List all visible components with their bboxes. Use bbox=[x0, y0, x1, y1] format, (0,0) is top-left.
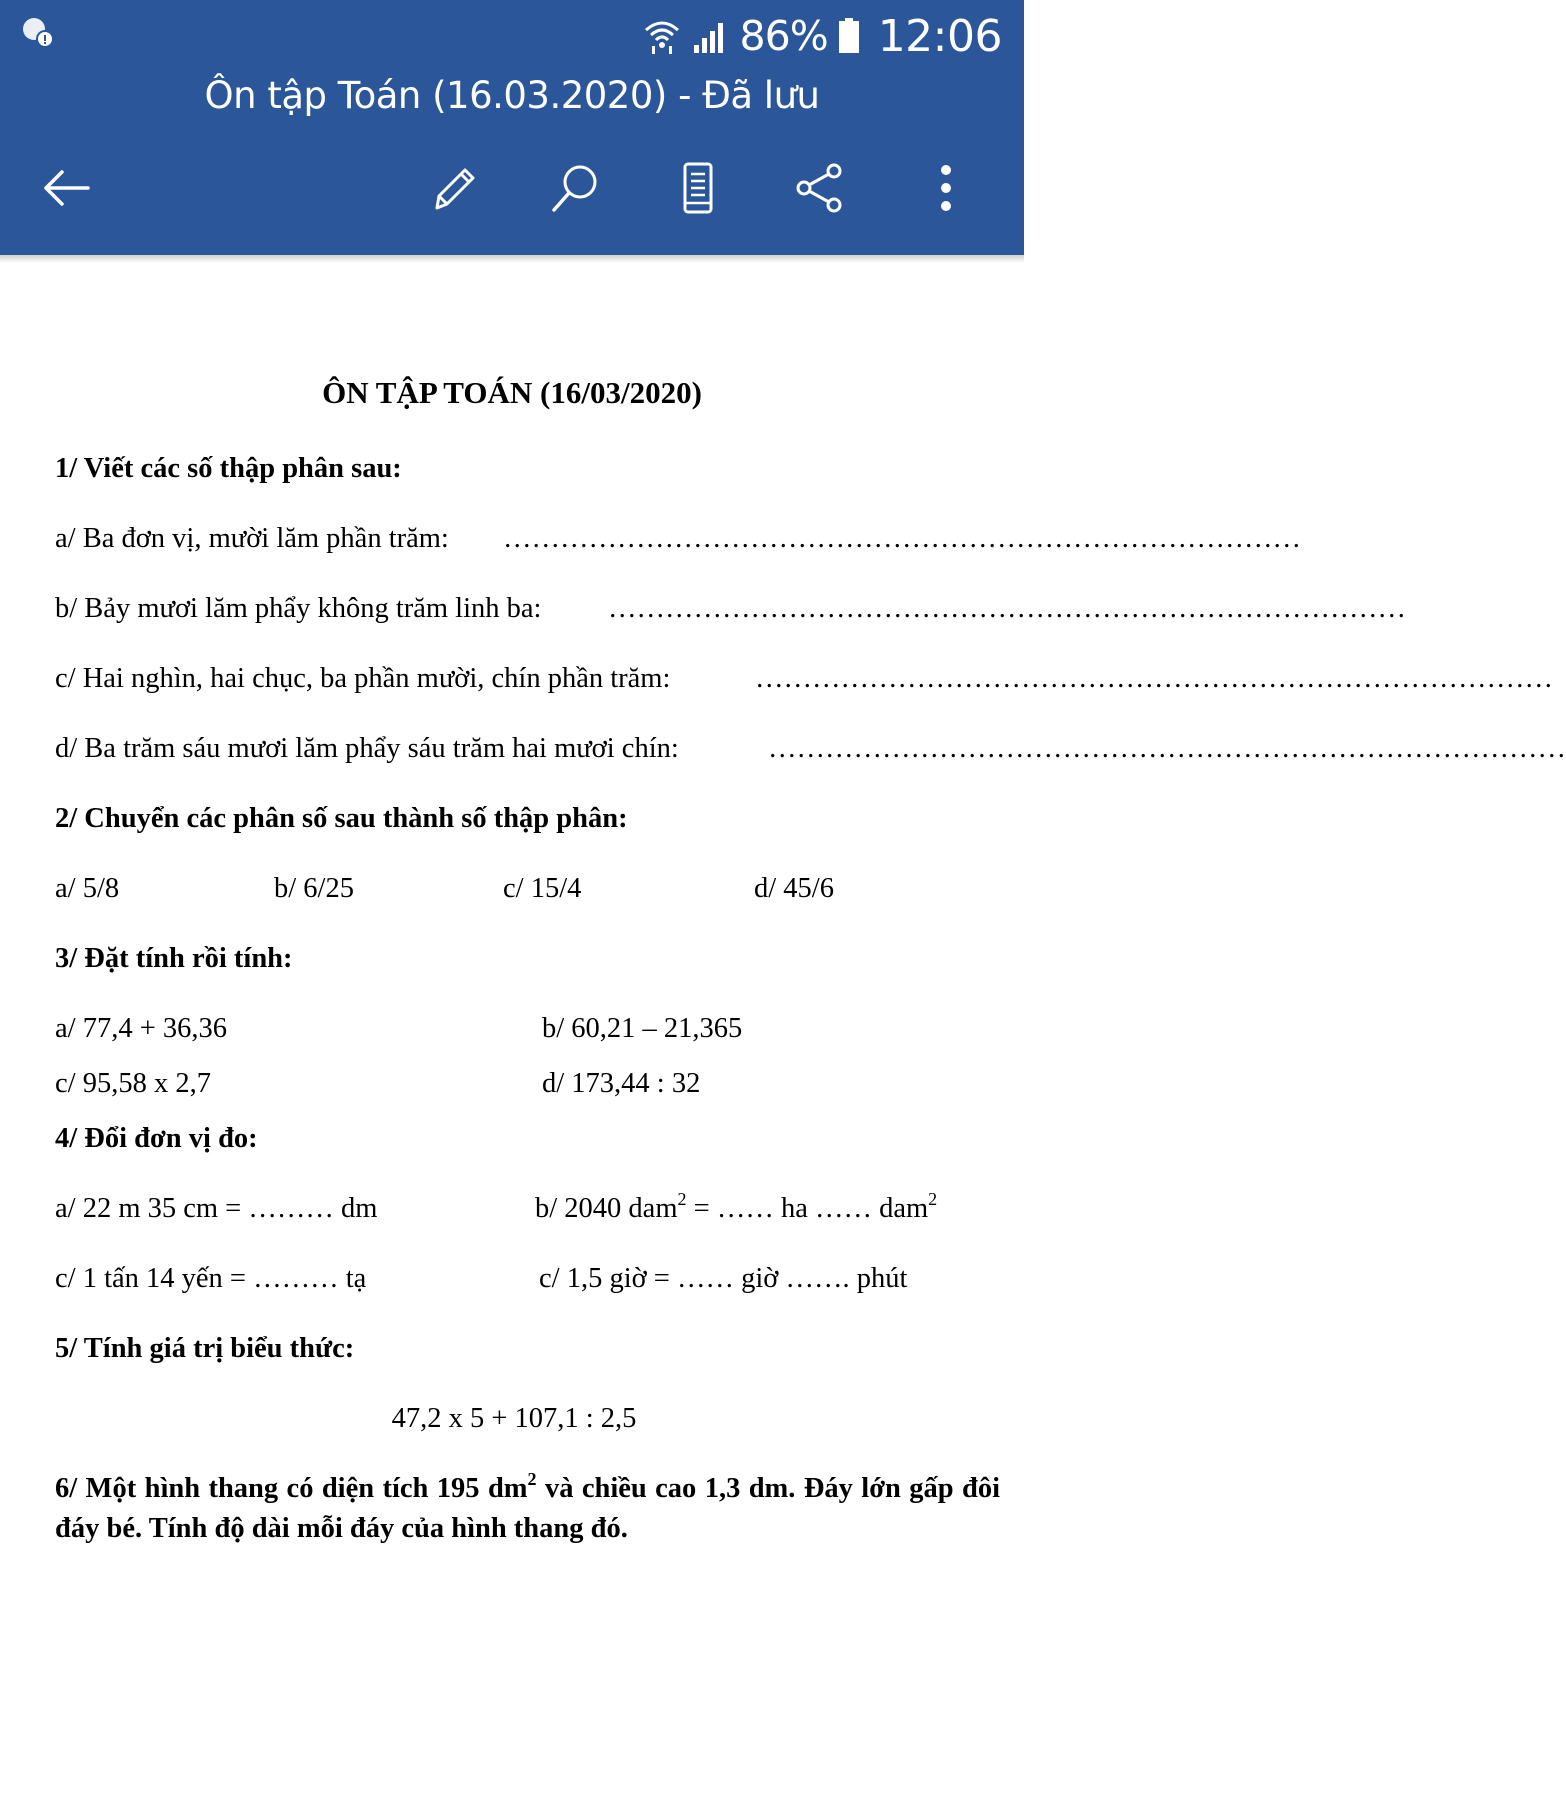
mobile-view-button[interactable] bbox=[660, 150, 736, 226]
more-options-button[interactable] bbox=[908, 150, 984, 226]
section-6-problem bbox=[55, 1469, 1000, 1549]
answer-blank: ………………………………………………………………………… bbox=[503, 523, 1301, 554]
back-button[interactable] bbox=[28, 150, 104, 226]
status-bar bbox=[0, 0, 1024, 70]
s4-item-c1: c/ 1 tấn 14 yến = ……… tạ bbox=[55, 1263, 367, 1294]
answer-blank: ………………………………………………………………………… bbox=[755, 663, 1553, 694]
edit-button[interactable] bbox=[415, 150, 491, 226]
superscript: 2 bbox=[527, 1469, 537, 1489]
edit-pencil-icon bbox=[423, 158, 483, 218]
s2-item-b: b/ 6/25 bbox=[274, 873, 354, 904]
clock: 12:06 bbox=[877, 10, 1002, 62]
answer-blank: ………………………………………………………………………… bbox=[768, 733, 1566, 764]
s1-item-c: c/ Hai nghìn, hai chục, ba phần mười, chín phần trăm: bbox=[55, 663, 671, 694]
search-icon bbox=[546, 158, 606, 218]
share-icon bbox=[790, 158, 850, 218]
superscript: 2 bbox=[928, 1189, 938, 1209]
s3-item-a: a/ 77,4 + 36,36 bbox=[55, 1013, 228, 1044]
battery-percent: 86% bbox=[739, 12, 828, 60]
s4-item-a: a/ 22 m 35 cm = ……… dm bbox=[55, 1193, 378, 1224]
answer-blank: ………………………………………………………………………… bbox=[608, 593, 1406, 624]
status-right bbox=[642, 8, 1002, 64]
s5-expression: 47,2 x 5 + 107,1 : 2,5 bbox=[391, 1403, 637, 1434]
s3-item-b: b/ 60,21 – 21,365 bbox=[542, 1013, 743, 1044]
section-5-title: 5/ Tính giá trị biểu thức: bbox=[55, 1333, 355, 1364]
s2-item-d: d/ 45/6 bbox=[754, 873, 834, 904]
s6-part: và chiều cao 1,3 dm. Đáy lớn gấp đôi đáy bé. Tính độ dài mỗi đáy của hình thang đó. bbox=[55, 1473, 1000, 1544]
mobile-view-icon bbox=[668, 158, 728, 218]
s4-b-part: = …… ha …… dam bbox=[686, 1193, 929, 1224]
s4-b-part: b/ 2040 dam bbox=[535, 1193, 678, 1224]
share-button[interactable] bbox=[782, 150, 858, 226]
toolbar bbox=[0, 150, 1024, 226]
back-arrow-icon bbox=[36, 158, 96, 218]
section-4-title: 4/ Đổi đơn vị đo: bbox=[55, 1123, 258, 1154]
document-heading: ÔN TẬP TOÁN (16/03/2020) bbox=[322, 375, 702, 410]
s6-part: 6/ Một hình thang có diện tích 195 dm bbox=[55, 1473, 528, 1504]
section-3-title: 3/ Đặt tính rồi tính: bbox=[55, 943, 293, 974]
s1-item-d: d/ Ba trăm sáu mươi lăm phẩy sáu trăm hai mươi chín: bbox=[55, 733, 679, 764]
more-vertical-icon bbox=[916, 158, 976, 218]
s3-item-d: d/ 173,44 : 32 bbox=[542, 1068, 701, 1099]
app-bar bbox=[0, 0, 1024, 255]
notification-icon bbox=[20, 14, 56, 50]
s4-item-b bbox=[535, 1189, 938, 1225]
appbar-shadow bbox=[0, 255, 1024, 263]
superscript: 2 bbox=[677, 1189, 687, 1209]
s1-item-a: a/ Ba đơn vị, mười lăm phần trăm: bbox=[55, 523, 449, 554]
s1-item-b: b/ Bảy mươi lăm phẩy không trăm linh ba: bbox=[55, 593, 542, 624]
s2-item-a: a/ 5/8 bbox=[55, 873, 120, 904]
battery-icon bbox=[838, 18, 860, 54]
s4-item-c2: c/ 1,5 giờ = …… giờ ……. phút bbox=[539, 1263, 908, 1294]
signal-icon bbox=[692, 17, 730, 55]
s3-item-c: c/ 95,58 x 2,7 bbox=[55, 1068, 211, 1099]
wifi-icon bbox=[642, 16, 682, 56]
section-2-title: 2/ Chuyển các phân số sau thành số thập phân: bbox=[55, 803, 628, 834]
document-title: Ôn tập Toán (16.03.2020) - Đã lưu bbox=[204, 74, 820, 117]
search-button[interactable] bbox=[538, 150, 614, 226]
s2-item-c: c/ 15/4 bbox=[503, 873, 582, 904]
section-1-title: 1/ Viết các số thập phân sau: bbox=[55, 453, 402, 484]
